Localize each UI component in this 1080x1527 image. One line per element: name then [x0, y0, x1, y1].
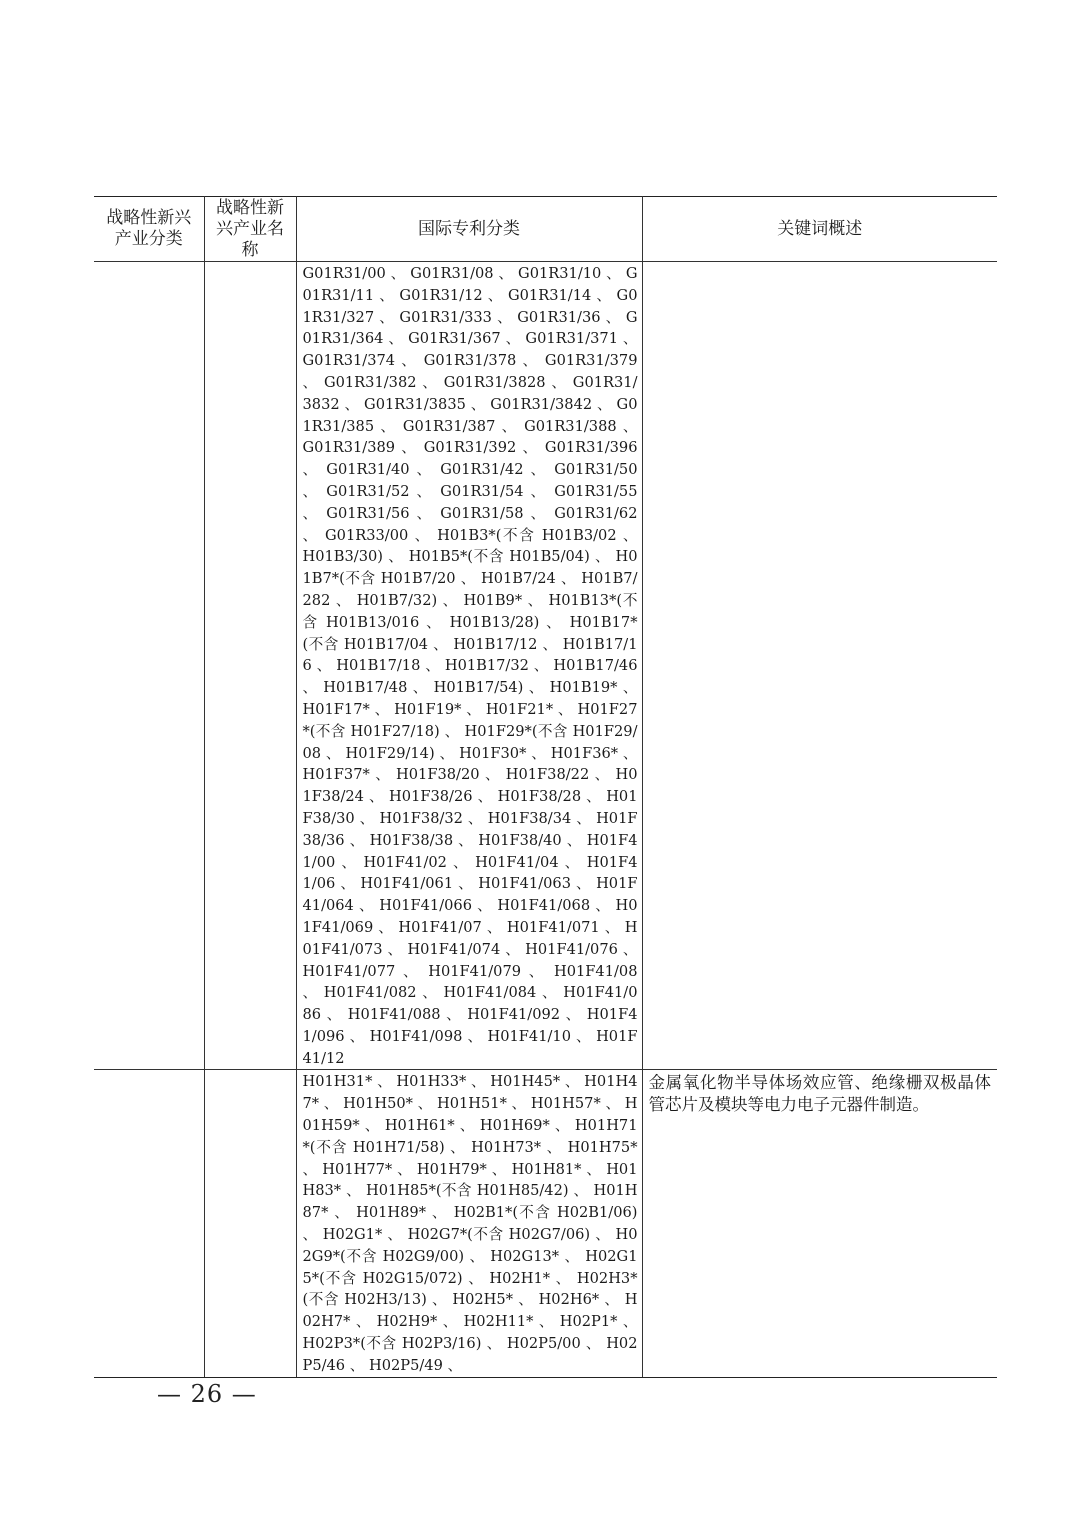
page-number: — 26 — — [157, 1380, 257, 1408]
ipc-codes-cell: G01R31/00 、 G01R31/08 、 G01R31/10 、 G01R31/11 、 G01R31/12 、 G01R31/14 、 G01R31/327 、 G01R31/333 、 G01R31/36 、 G01R31/364 、 G01R31/367 、 G01R31/371 、 G01R31/374 、 G01R31/378 、 G01R31/379 、 G01R31/382 、 G01R31/3828 、 G01R31/3832 、 G01R31/3835 、 G01R31/3842 、 G01R31/385 、 G01R31/387 、 G01R31/388 、 G01R31/389 、 G01R31/392 、 G01R31/396 、 G01R31/40 、 G01R31/42 、 G01R31/50 、 G01R31/52 、 G01R31/54 、 G01R31/55 、 G01R31/56 、 G01R31/58 、 G01R31/62 、 G01R33/00 、 H01B3*(不含 H01B3/02 、 H01B3/30) 、 H01B5*(不含 H01B5/04) 、 H01B7*(不含 H01B7/20 、 H01B7/24 、 H01B7/282 、 H01B7/32) 、 H01B9* 、 H01B13*(不含 H01B13/016 、 H01B13/28) 、 H01B17*(不含 H01B17/04 、 H01B17/12 、 H01B17/16 、 H01B17/18 、 H01B17/32 、 H01B17/46 、 H01B17/48 、 H01B17/54) 、 H01B19* 、 H01F17* 、 H01F19* 、 H01F21* 、 H01F27*(不含 H01F27/18) 、 H01F29*(不含 H01F29/08 、 H01F29/14) 、 H01F30* 、 H01F36* 、 H01F37* 、 H01F38/20 、 H01F38/22 、 H01F38/24 、 H01F38/26 、 H01F38/28 、 H01F38/30 、 H01F38/32 、 H01F38/34 、 H01F38/36 、 H01F38/38 、 H01F38/40 、 H01F41/00 、 H01F41/02 、 H01F41/04 、 H01F41/06 、 H01F41/061 、 H01F41/063 、 H01F41/064 、 H01F41/066 、 H01F41/068 、 H01F41/069 、 H01F41/07 、 H01F41/071 、 H01F41/073 、 H01F41/074 、 H01F41/076 、 H01F41/077 、 H01F41/079 、 H01F41/08 、 H01F41/082 、 H01F41/084 、 H01F41/086 、 H01F41/088 、 H01F41/092 、 H01F41/096 、 H01F41/098 、 H01F41/10 、 H01F41/12 — [296, 262, 642, 1070]
table-row — [94, 1070, 997, 1377]
category-cell — [94, 262, 204, 1070]
patent-classification-table — [94, 196, 997, 1378]
keywords-cell: 金属氧化物半导体场效应管、绝缘栅双极晶体管芯片及模块等电力电子元器件制造。 — [642, 1070, 997, 1377]
header-category: 战略性新兴产业分类 — [94, 197, 204, 262]
header-industry-name: 战略性新兴产业名称 — [204, 197, 296, 262]
keywords-cell — [642, 262, 997, 1070]
header-ipc: 国际专利分类 — [296, 197, 642, 262]
table-row — [94, 262, 997, 1070]
industry-name-cell — [204, 262, 296, 1070]
ipc-codes-cell: H01H31* 、 H01H33* 、 H01H45* 、 H01H47* 、 H01H50* 、 H01H51* 、 H01H57* 、 H01H59* 、 H01H61* 、 H01H69* 、 H01H71*(不含 H01H71/58) 、 H01H73* 、 H01H75* 、 H01H77* 、 H01H79* 、 H01H81* 、 H01H83* 、 H01H85*(不含 H01H85/42) 、 H01H87* 、 H01H89* 、 H02B1*(不含 H02B1/06) 、 H02G1* 、 H02G7*(不含 H02G7/06) 、 H02G9*(不含 H02G9/00) 、 H02G13* 、 H02G15*(不含 H02G15/072) 、 H02H1* 、 H02H3*(不含 H02H3/13) 、 H02H5* 、 H02H6* 、 H02H7* 、 H02H9* 、 H02H11* 、 H02P1* 、 H02P3*(不含 H02P3/16) 、 H02P5/00 、 H02P5/46 、 H02P5/49 、 — [296, 1070, 642, 1377]
category-cell — [94, 1070, 204, 1377]
header-keywords: 关键词概述 — [642, 197, 997, 262]
industry-name-cell — [204, 1070, 296, 1377]
table-header-row — [94, 197, 997, 262]
